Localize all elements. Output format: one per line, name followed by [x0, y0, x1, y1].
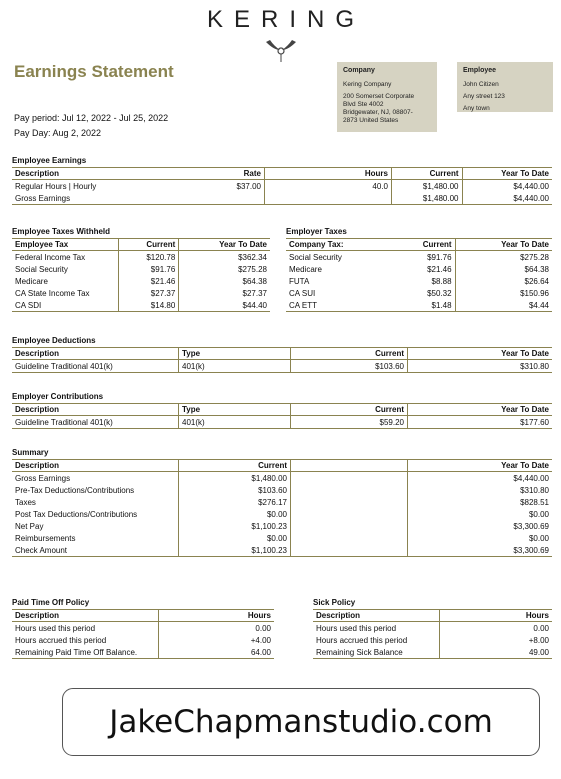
section-title: Summary	[12, 448, 49, 457]
table-row	[12, 192, 552, 205]
cell: $0.00	[179, 508, 291, 520]
col-header: Current	[119, 239, 179, 251]
cell: $27.37	[179, 287, 270, 299]
cell: $362.34	[179, 251, 270, 264]
cell: $0.00	[179, 532, 291, 544]
cell: +4.00	[159, 634, 275, 646]
table-row	[286, 275, 552, 287]
cell: $1,100.23	[179, 544, 291, 557]
company-heading: Company	[343, 67, 375, 74]
cell: $64.38	[455, 263, 552, 275]
cell: $1,480.00	[179, 472, 291, 485]
cell: $4,440.00	[462, 192, 552, 205]
cell: $21.46	[119, 275, 179, 287]
table-row	[286, 263, 552, 275]
cell: $26.64	[455, 275, 552, 287]
pto-table	[12, 609, 274, 659]
cell: $1.48	[392, 299, 455, 312]
cell	[168, 192, 265, 205]
cell: CA State Income Tax	[15, 288, 90, 298]
cell: Hours accrued this period	[316, 635, 408, 645]
earnings-table	[12, 167, 552, 205]
employer-taxes-section	[286, 227, 552, 312]
cell: Hours used this period	[316, 623, 397, 633]
employee-line: Any town	[463, 105, 490, 112]
cell: 40.0	[265, 180, 392, 193]
employer-taxes-table	[286, 238, 552, 312]
table-row	[12, 532, 552, 544]
employer-contributions-section	[12, 392, 552, 429]
col-header: Current	[179, 460, 291, 472]
sick-policy-section	[313, 598, 552, 659]
cell: $1,480.00	[392, 180, 463, 193]
cell: $310.80	[408, 360, 553, 373]
col-header: Description	[12, 610, 159, 622]
cell: Remaining Sick Balance	[313, 646, 440, 659]
company-line: Bridgewater, NJ, 08807-	[343, 109, 413, 116]
cell: $37.00	[236, 181, 261, 191]
table-row	[313, 622, 552, 635]
cell: Federal Income Tax	[15, 252, 86, 262]
pay-period: Pay period: Jul 12, 2022 - Jul 25, 2022	[14, 113, 169, 123]
brand-logo: KERING	[206, 6, 365, 33]
cell: Check Amount	[12, 544, 179, 557]
cell: Hours accrued this period	[15, 635, 107, 645]
col-header: Hours	[159, 610, 275, 622]
cell: $8.88	[431, 276, 452, 286]
col-header: Description	[12, 404, 179, 416]
section-title: Paid Time Off Policy	[12, 598, 90, 607]
col-header	[291, 460, 408, 472]
cell: CA SUI	[289, 288, 316, 298]
cell: Social Security	[15, 264, 68, 274]
cell: $120.78	[119, 251, 179, 264]
table-row	[12, 646, 274, 659]
cell: Gross Earnings	[15, 473, 71, 483]
employee-heading: Employee	[463, 67, 497, 74]
cell: $59.20	[291, 416, 408, 429]
table-row	[12, 180, 552, 193]
company-line: 2873 United States	[343, 117, 399, 124]
cell: $50.32	[427, 288, 452, 298]
employee-line: John Citizen	[463, 81, 499, 88]
pay-day: Pay Day: Aug 2, 2022	[14, 128, 102, 138]
cell: $27.37	[119, 287, 179, 299]
col-header: Description	[12, 168, 168, 180]
employee-line: Any street 123	[463, 93, 505, 100]
cell: Gross Earnings	[12, 192, 168, 205]
cell: $4.44	[455, 299, 552, 312]
company-line: 200 Somerset Corporate	[343, 93, 415, 100]
cell: $0.00	[408, 508, 553, 520]
col-header: Description	[313, 610, 440, 622]
col-header: Current	[392, 168, 463, 180]
cell: $3,300.69	[408, 544, 553, 557]
cell: Net Pay	[15, 521, 44, 531]
table-row	[12, 360, 552, 373]
section-title: Employee Deductions	[12, 336, 96, 345]
company-line: Blvd Ste 4002	[343, 101, 384, 108]
contributions-table	[12, 403, 552, 429]
table-row	[12, 416, 552, 429]
cell: 0.00	[159, 622, 275, 635]
cell: Guideline Traditional 401(k)	[12, 360, 179, 373]
cell: Medicare	[289, 264, 322, 274]
col-header: Type	[179, 348, 291, 360]
table-row	[12, 287, 270, 299]
cell: $3,300.69	[408, 520, 553, 532]
table-row	[12, 484, 552, 496]
cell: $103.60	[291, 360, 408, 373]
company-line: Kering Company	[343, 81, 392, 88]
table-row	[286, 251, 552, 264]
summary-section	[12, 448, 552, 557]
col-header: Year To Date	[462, 168, 552, 180]
section-title: Sick Policy	[313, 598, 356, 607]
col-header: Year To Date	[455, 239, 552, 251]
cell: $103.60	[179, 484, 291, 496]
cell: $1,480.00	[392, 192, 463, 205]
section-title: Employer Taxes	[286, 227, 347, 236]
cell: $44.40	[179, 299, 270, 312]
col-header: Type	[179, 404, 291, 416]
section-title: Employee Earnings	[12, 156, 87, 165]
cell: CA ETT	[286, 299, 392, 312]
cell: Guideline Traditional 401(k)	[12, 416, 179, 429]
col-header: Current	[392, 239, 455, 251]
cell: $1,100.23	[179, 520, 291, 532]
col-header: Company Tax:	[286, 239, 392, 251]
table-row	[286, 287, 552, 299]
cell: $4,440.00	[408, 472, 553, 485]
cell: $828.51	[408, 496, 553, 508]
cell: $275.28	[179, 263, 270, 275]
brand-emblem-icon	[264, 36, 298, 64]
cell: 64.00	[159, 646, 275, 659]
col-header: Year To Date	[408, 348, 553, 360]
cell: Regular Hours | Hourly	[15, 181, 97, 191]
watermark-banner: JakeChapmanstudio.com	[62, 688, 540, 756]
sick-table	[313, 609, 552, 659]
col-header: Hours	[265, 168, 392, 180]
col-header: Employee Tax	[12, 239, 119, 251]
company-box	[337, 62, 437, 132]
table-row	[12, 299, 270, 312]
col-header: Description	[12, 348, 179, 360]
col-header: Year To Date	[179, 239, 270, 251]
cell: $310.80	[408, 484, 553, 496]
cell: Pre-Tax Deductions/Contributions	[15, 485, 135, 495]
col-header: Description	[12, 460, 179, 472]
employee-deductions-section	[12, 336, 552, 373]
cell: $14.80	[119, 299, 179, 312]
cell: Taxes	[15, 497, 36, 507]
table-row	[12, 263, 270, 275]
cell: Remaining Paid Time Off Balance.	[12, 646, 159, 659]
cell: $150.96	[455, 287, 552, 299]
employee-taxes-table	[12, 238, 270, 312]
col-header: Year To Date	[408, 460, 553, 472]
cell: CA SDI	[12, 299, 119, 312]
cell: 401(k)	[179, 416, 291, 429]
deductions-table	[12, 347, 552, 373]
table-row	[12, 472, 552, 485]
col-header: Rate	[168, 168, 265, 180]
cell: $276.17	[179, 496, 291, 508]
cell: $0.00	[408, 532, 553, 544]
employee-earnings-section	[12, 156, 552, 205]
cell: Hours used this period	[15, 623, 96, 633]
employee-box	[457, 62, 553, 112]
table-row	[286, 299, 552, 312]
cell	[265, 192, 392, 205]
col-header: Current	[291, 404, 408, 416]
cell: 49.00	[440, 646, 553, 659]
table-row	[12, 496, 552, 508]
table-row	[12, 622, 274, 635]
col-header: Current	[291, 348, 408, 360]
cell: Post Tax Deductions/Contributions	[15, 509, 138, 519]
table-row	[313, 646, 552, 659]
table-row	[12, 251, 270, 264]
employee-taxes-section	[12, 227, 270, 312]
cell: $275.28	[455, 251, 552, 264]
section-title: Employer Contributions	[12, 392, 104, 401]
cell: Medicare	[15, 276, 48, 286]
table-row	[12, 275, 270, 287]
table-row	[12, 520, 552, 532]
cell: +8.00	[440, 634, 553, 646]
cell: $91.76	[119, 263, 179, 275]
cell: Reimbursements	[15, 533, 76, 543]
page-title: Earnings Statement	[14, 62, 174, 81]
cell: 0.00	[440, 622, 553, 635]
cell: $91.76	[427, 252, 452, 262]
table-row	[12, 508, 552, 520]
cell: 401(k)	[179, 360, 291, 373]
pto-policy-section	[12, 598, 274, 659]
cell: $21.46	[427, 264, 452, 274]
cell: $64.38	[179, 275, 270, 287]
summary-table	[12, 459, 552, 557]
cell: $4,440.00	[462, 180, 552, 193]
col-header: Hours	[440, 610, 553, 622]
section-title: Employee Taxes Withheld	[12, 227, 111, 236]
col-header: Year To Date	[408, 404, 553, 416]
table-row	[12, 544, 552, 557]
cell: Social Security	[289, 252, 342, 262]
cell: FUTA	[289, 276, 310, 286]
table-row	[12, 634, 274, 646]
cell: $177.60	[408, 416, 553, 429]
table-row	[313, 634, 552, 646]
